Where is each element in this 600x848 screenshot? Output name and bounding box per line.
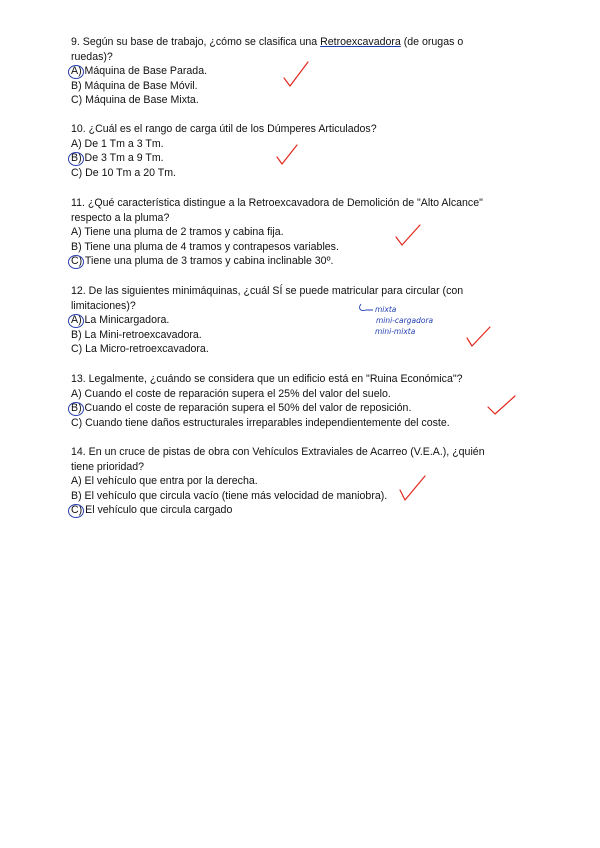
option-a[interactable] xyxy=(71,387,521,402)
question-12 xyxy=(71,284,521,357)
option-c[interactable] xyxy=(71,166,521,181)
question-prompt: tiene prioridad? xyxy=(71,460,145,473)
option-text: C) Tiene una pluma de 3 tramos y cabina inclinable 30º. xyxy=(71,255,334,268)
question-prompt xyxy=(71,35,521,50)
option-c[interactable] xyxy=(71,416,521,431)
option-text: C) De 10 Tm a 20 Tm. xyxy=(71,166,176,179)
prompt-text: (de orugas o xyxy=(400,36,464,48)
question-10 xyxy=(71,122,521,180)
option-c[interactable] xyxy=(71,342,521,357)
option-text: A) Tiene una pluma de 2 tramos y cabina fija. xyxy=(71,226,284,239)
option-b[interactable] xyxy=(71,151,521,166)
option-text: C) Cuando tiene daños estructurales irreparables independientemente del coste. xyxy=(71,416,450,429)
question-prompt: 11. ¿Qué característica distingue a la Retroexcavadora de Demolición de "Alto Alcance" xyxy=(71,197,483,209)
option-c[interactable] xyxy=(71,503,521,518)
option-text: B) De 3 Tm a 9 Tm. xyxy=(71,152,164,165)
question-prompt: 10. ¿Cuál es el rango de carga útil de los Dúmperes Articulados? xyxy=(71,123,377,135)
option-b[interactable] xyxy=(71,328,521,343)
question-14 xyxy=(71,445,521,518)
prompt-text: 9. Según su base de trabajo, ¿cómo se clasifica una xyxy=(71,36,321,48)
option-text: C) Máquina de Base Mixta. xyxy=(71,94,199,107)
question-prompt: limitaciones)? xyxy=(71,299,136,312)
option-text: B) La Mini-retroexcavadora. xyxy=(71,328,202,341)
option-b[interactable] xyxy=(71,240,521,255)
question-prompt: 12. De las siguientes minimáquinas, ¿cuál SÍ se puede matricular para circular (con xyxy=(71,285,464,297)
option-text: C) El vehículo que circula cargado xyxy=(71,504,233,517)
option-b[interactable] xyxy=(71,79,521,94)
question-prompt: 13. Legalmente, ¿cuándo se considera que un edificio está en "Ruina Económica"? xyxy=(71,373,463,385)
option-a[interactable] xyxy=(71,474,521,489)
question-prompt: ruedas)? xyxy=(71,50,113,63)
handwritten-note-line: mini-cargadora xyxy=(376,316,434,325)
question-13 xyxy=(71,372,521,430)
option-text: A) Cuando el coste de reparación supera el 25% del valor del suelo. xyxy=(71,387,391,400)
option-a[interactable] xyxy=(71,225,521,240)
option-text: A) De 1 Tm a 3 Tm. xyxy=(71,137,164,150)
option-b[interactable] xyxy=(71,489,521,504)
option-c[interactable] xyxy=(71,254,521,269)
question-9 xyxy=(71,35,521,108)
option-text: A) Máquina de Base Parada. xyxy=(71,65,208,78)
option-text: B) Tiene una pluma de 4 tramos y contrapesos variables. xyxy=(71,240,339,253)
option-a[interactable] xyxy=(71,64,521,79)
question-prompt: 14. En un cruce de pistas de obra con Vehículos Extraviales de Acarreo (V.E.A.), ¿quién xyxy=(71,446,485,458)
option-text: A) La Minicargadora. xyxy=(71,314,170,327)
option-text: C) La Micro-retroexcavadora. xyxy=(71,343,209,356)
option-a[interactable] xyxy=(71,137,521,152)
option-a[interactable] xyxy=(71,313,521,328)
option-text: B) Cuando el coste de reparación supera el 50% del valor de reposición. xyxy=(71,402,412,415)
option-b[interactable] xyxy=(71,401,521,416)
handwritten-note-line: mini-mixta xyxy=(375,327,416,336)
option-text: B) Máquina de Base Móvil. xyxy=(71,79,198,92)
question-11 xyxy=(71,196,521,269)
option-text: B) El vehículo que circula vacío (tiene más velocidad de maniobra). xyxy=(71,489,388,502)
handwritten-note-line: mixta xyxy=(375,305,397,314)
underlined-term: Retroexcavadora xyxy=(320,36,401,48)
option-c[interactable] xyxy=(71,93,521,108)
question-prompt: respecto a la pluma? xyxy=(71,211,170,224)
option-text: A) El vehículo que entra por la derecha. xyxy=(71,475,258,488)
